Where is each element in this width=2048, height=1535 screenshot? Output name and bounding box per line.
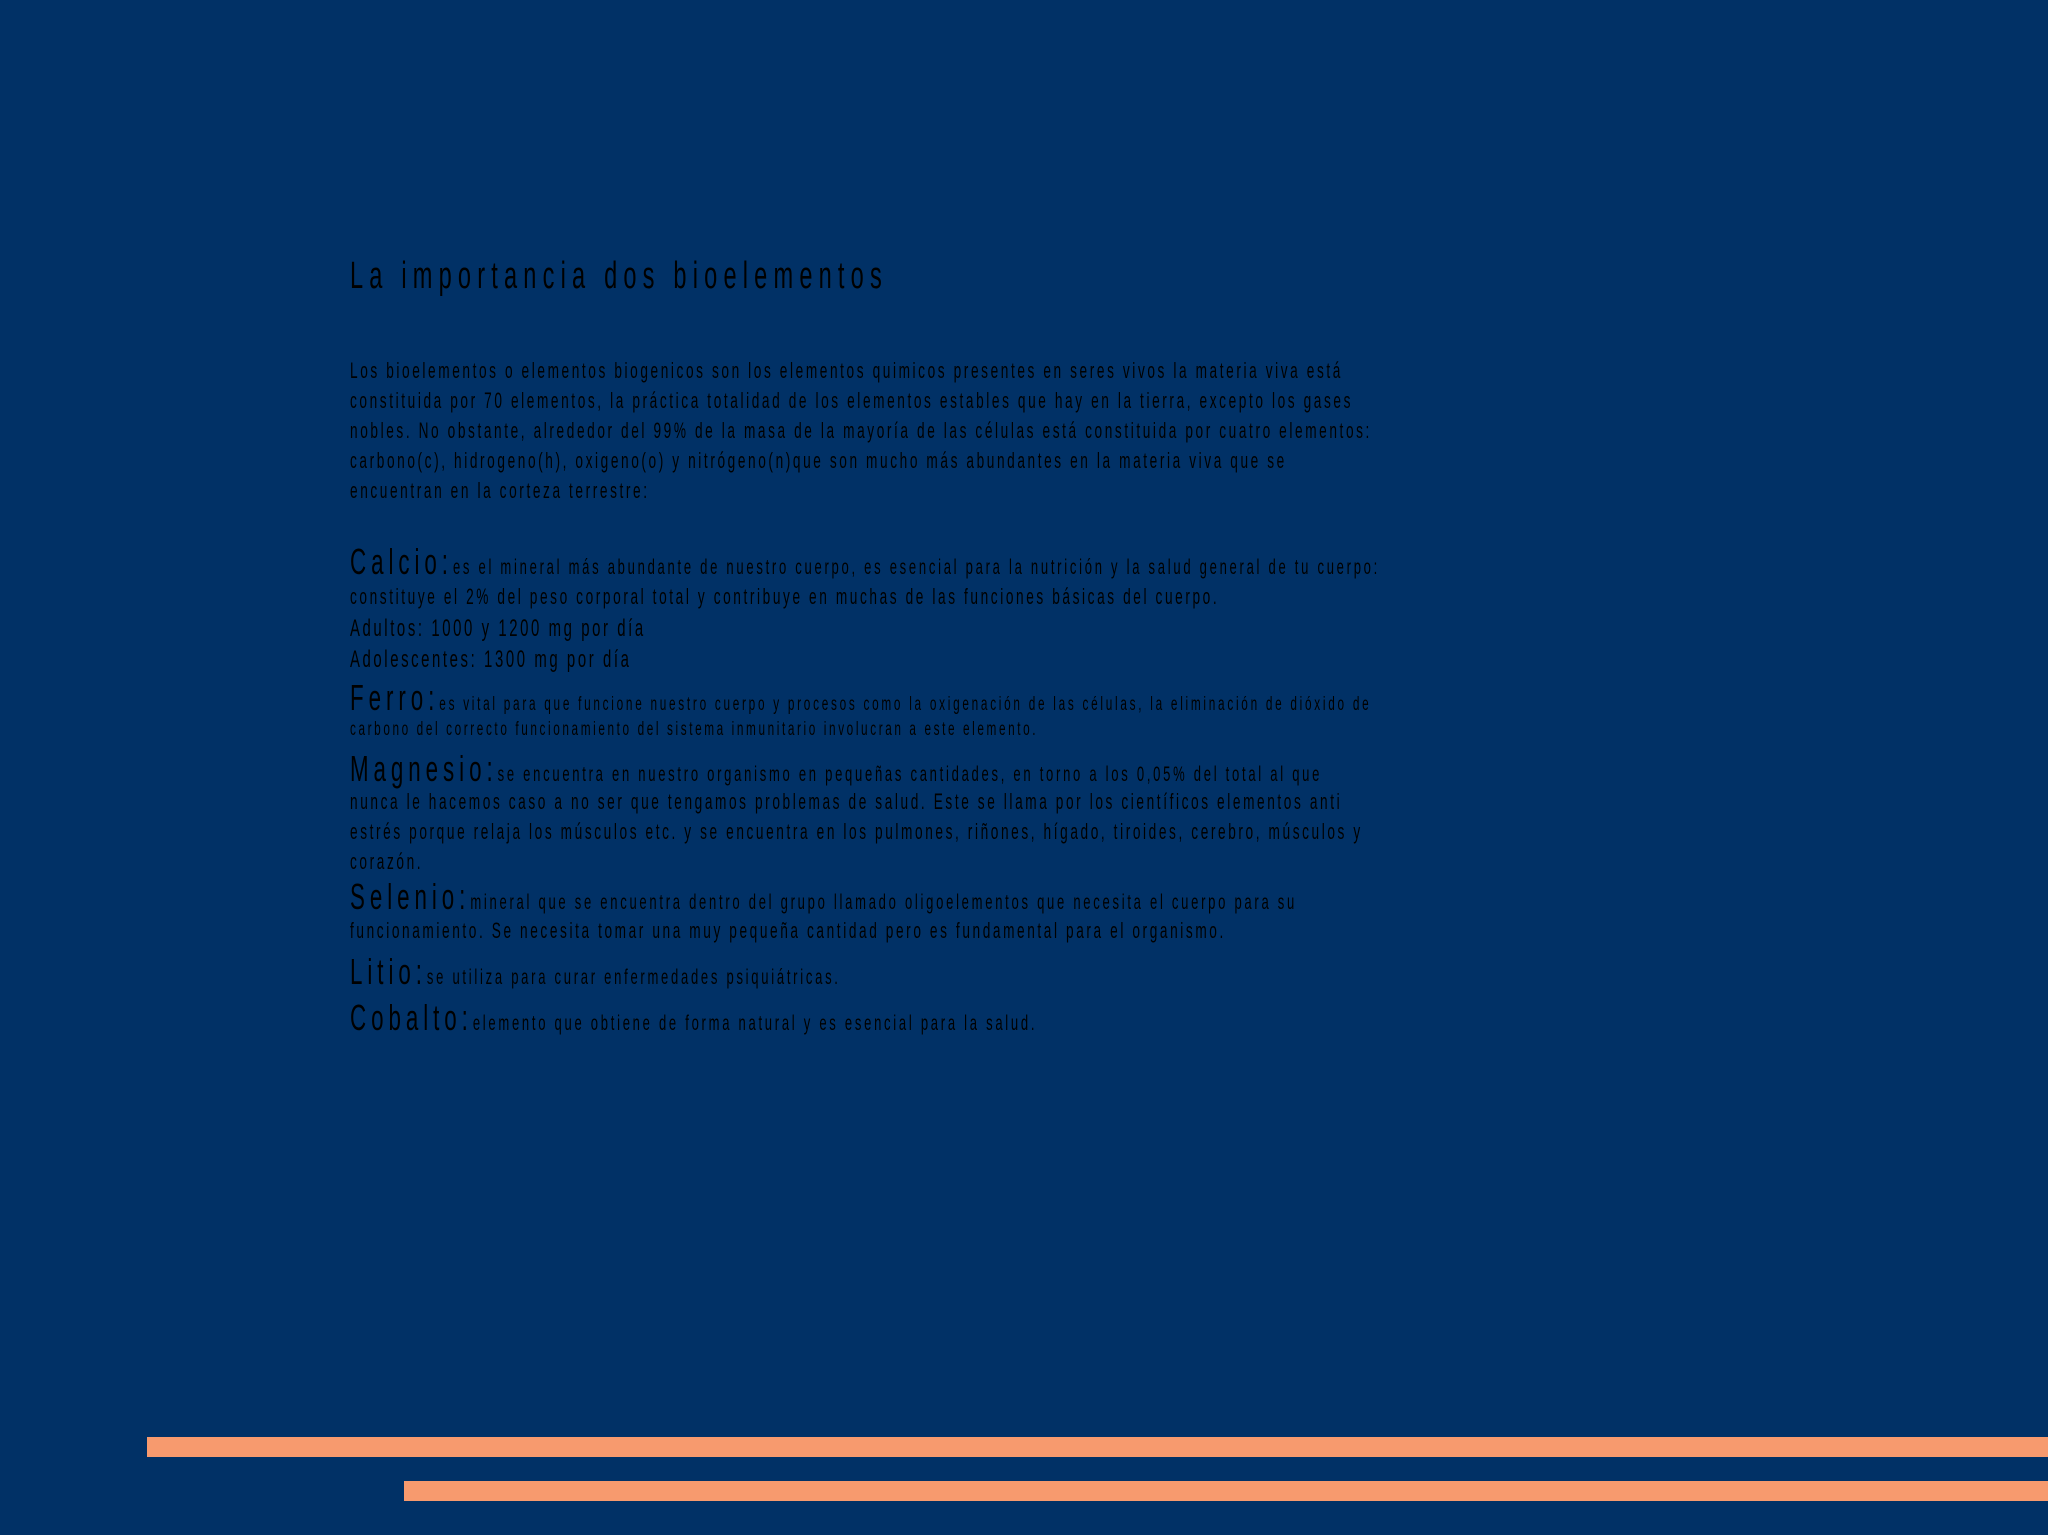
term-selenio: Selenio: [350, 876, 471, 917]
accent-bar-top [147, 1437, 2048, 1457]
item-calcio [350, 541, 1750, 675]
item-magnesio [350, 748, 1750, 877]
selenio-desc-1: mineral que se encuentra dentro del grupo llamado oligoelementos que necesita el cuerpo para su [470, 891, 1297, 914]
slide-title: La importancia dos bioelementos [350, 255, 888, 297]
intro-line: nobles. No obstante, alrededor del 99% de la masa de la mayoría de las células está constituida por cuatro elementos: [350, 418, 1372, 443]
ferro-desc-1: es vital para que funcione nuestro cuerpo y procesos como la oxigenación de las células, la eliminación de dióxido de [439, 694, 1372, 715]
item-selenio [350, 876, 1750, 947]
term-magnesio: Magnesio: [350, 748, 498, 789]
cobalto-desc-1: elemento que obtiene de forma natural y es esencial para la salud. [472, 1012, 1038, 1035]
term-calcio: Calcio: [350, 541, 453, 582]
calcio-adults: Adultos: 1000 y 1200 mg por día [350, 615, 646, 642]
selenio-desc-2: funcionamiento. Se necesita tomar una muy pequeña cantidad pero es fundamental para el organismo. [350, 918, 1226, 943]
litio-desc-1: se utiliza para curar enfermedades psiquiátricas. [426, 966, 841, 989]
intro-line: carbono(c), hidrogeno(h), oxigeno(o) y nitrógeno(n)que son mucho más abundantes en la materia viva que se [350, 448, 1287, 473]
item-cobalto [350, 999, 1750, 1037]
intro-line: constituida por 70 elementos, la práctica totalidad de los elementos estables que hay en la tierra, excepto los gases [350, 388, 1354, 413]
magnesio-desc-3: estrés porque relaja los músculos etc. y se encuentra en los pulmones, riñones, hígado, tiroides, cerebro, músculos y [350, 819, 1363, 844]
calcio-desc-2: constituye el 2% del peso corporal total y contribuye en muchas de las funciones básicas del cuerpo. [350, 584, 1220, 609]
magnesio-desc-1: se encuentra en nuestro organismo en pequeñas cantidades, en torno a los 0,05% del total al que [497, 763, 1323, 786]
intro-paragraph [350, 356, 1750, 506]
intro-line: encuentran en la corteza terrestre: [350, 478, 650, 503]
term-cobalto: Cobalto: [350, 997, 473, 1038]
ferro-desc-2: carbono del correcto funcionamiento del sistema inmunitario involucran a este elemento. [350, 719, 1039, 740]
magnesio-desc-2: nunca le hacemos caso a no ser que tengamos problemas de salud. Este se llama por los científicos elementos anti [350, 789, 1343, 814]
magnesio-desc-4: corazón. [350, 849, 424, 874]
item-ferro [350, 677, 1750, 745]
calcio-desc-1: es el mineral más abundante de nuestro cuerpo, es esencial para la nutrición y la salud general de tu cuerpo: [452, 556, 1380, 579]
intro-line: Los bioelementos o elementos biogenicos son los elementos quimicos presentes en seres vivos la materia viva está [350, 358, 1343, 383]
term-litio: Litio: [350, 951, 427, 992]
slide-content [350, 252, 1750, 1037]
term-ferro: Ferro: [350, 677, 440, 718]
item-litio [350, 953, 1750, 991]
accent-bar-bottom [404, 1481, 2048, 1501]
calcio-adolescents: Adolescentes: 1300 mg por día [350, 646, 632, 673]
